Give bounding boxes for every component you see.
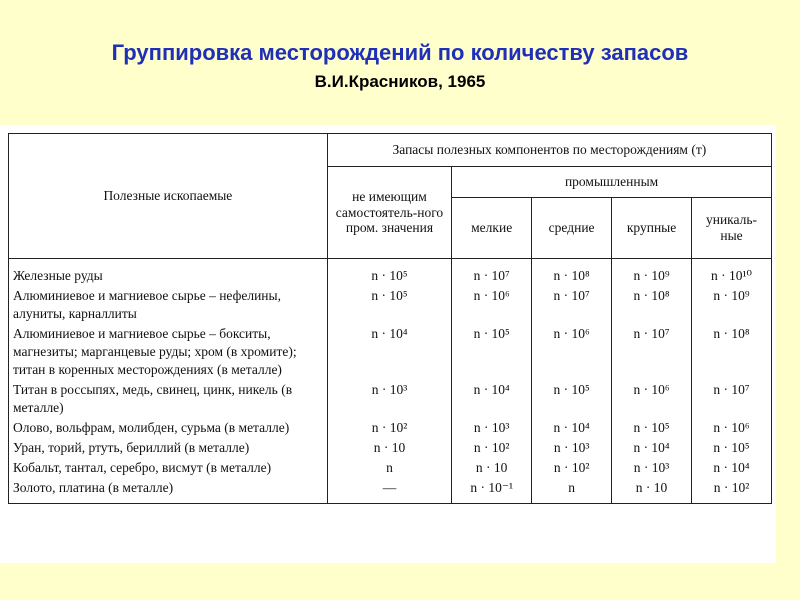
reserve-value-cell: n · 10³ bbox=[532, 438, 612, 458]
reserve-value-cell: n · 10⁹ bbox=[692, 286, 772, 324]
table-row bbox=[9, 418, 772, 438]
reserve-value-cell: n · 10⁷ bbox=[532, 286, 612, 324]
reserve-value-cell: — bbox=[327, 478, 451, 504]
table-row bbox=[9, 380, 772, 418]
header-industrial: промышленным bbox=[452, 167, 772, 198]
reserve-value-cell: n · 10⁴ bbox=[692, 458, 772, 478]
deposit-classification-table bbox=[8, 133, 772, 504]
reserve-value-cell: n · 10 bbox=[612, 478, 692, 504]
header-minerals: Полезные ископаемые bbox=[9, 134, 328, 259]
reserve-value-cell: n · 10⁻¹ bbox=[452, 478, 532, 504]
reserve-value-cell: n · 10³ bbox=[452, 418, 532, 438]
reserve-value-cell: n · 10⁵ bbox=[532, 380, 612, 418]
reserve-value-cell: n · 10⁶ bbox=[612, 380, 692, 418]
table-body bbox=[9, 259, 772, 504]
reserve-value-cell: n · 10⁵ bbox=[327, 286, 451, 324]
table-row bbox=[9, 259, 772, 287]
header-reserves: Запасы полезных компонентов по месторождениям (т) bbox=[327, 134, 771, 167]
reserve-value-cell: n · 10² bbox=[327, 418, 451, 438]
reserve-value-cell: n · 10⁸ bbox=[612, 286, 692, 324]
slide-subtitle: В.И.Красников, 1965 bbox=[314, 72, 486, 91]
mineral-name-cell: Титан в россыпях, медь, свинец, цинк, никель (в металле) bbox=[9, 380, 328, 418]
reserve-value-cell: n · 10⁷ bbox=[692, 380, 772, 418]
reserve-value-cell: n · 10⁹ bbox=[612, 259, 692, 287]
table-row bbox=[9, 324, 772, 380]
reserve-value-cell: n · 10⁶ bbox=[532, 324, 612, 380]
reserve-value-cell: n bbox=[327, 458, 451, 478]
reserve-value-cell: n · 10⁷ bbox=[612, 324, 692, 380]
reserve-value-cell: n · 10⁸ bbox=[692, 324, 772, 380]
reserve-value-cell: n · 10⁶ bbox=[452, 286, 532, 324]
table-row bbox=[9, 438, 772, 458]
reserve-value-cell: n · 10¹⁰ bbox=[692, 259, 772, 287]
reserve-value-cell: n · 10⁵ bbox=[327, 259, 451, 287]
mineral-name-cell: Уран, торий, ртуть, бериллий (в металле) bbox=[9, 438, 328, 458]
reserve-value-cell: n · 10² bbox=[452, 438, 532, 458]
reserve-value-cell: n · 10 bbox=[327, 438, 451, 458]
reserve-value-cell: n · 10² bbox=[692, 478, 772, 504]
header-large: крупные bbox=[612, 198, 692, 259]
mineral-name-cell: Золото, платина (в металле) bbox=[9, 478, 328, 504]
reserve-value-cell: n · 10³ bbox=[327, 380, 451, 418]
header-medium: средние bbox=[532, 198, 612, 259]
mineral-name-cell: Кобальт, тантал, серебро, висмут (в металле) bbox=[9, 458, 328, 478]
mineral-name-cell: Алюминиевое и магниевое сырье – нефелины, алуниты, карналлиты bbox=[9, 286, 328, 324]
reserve-value-cell: n bbox=[532, 478, 612, 504]
mineral-name-cell: Алюминиевое и магниевое сырье – бокситы, магнезиты; марганцевые руды; хром (в хромите); титан в коренных месторождениях (в металле) bbox=[9, 324, 328, 380]
header-small: мелкие bbox=[452, 198, 532, 259]
reserve-value-cell: n · 10² bbox=[532, 458, 612, 478]
reserve-value-cell: n · 10 bbox=[452, 458, 532, 478]
reserve-value-cell: n · 10⁴ bbox=[532, 418, 612, 438]
reserve-value-cell: n · 10⁶ bbox=[692, 418, 772, 438]
reserve-value-cell: n · 10⁵ bbox=[692, 438, 772, 458]
reserve-value-cell: n · 10⁴ bbox=[612, 438, 692, 458]
reserve-value-cell: n · 10⁸ bbox=[532, 259, 612, 287]
table-row bbox=[9, 478, 772, 504]
mineral-name-cell: Железные руды bbox=[9, 259, 328, 287]
slide-title: Группировка месторождений по количеству запасов bbox=[111, 40, 689, 65]
header-unique: уникаль-ные bbox=[692, 198, 772, 259]
table-row bbox=[9, 286, 772, 324]
scanned-table-sheet bbox=[0, 125, 776, 563]
reserve-value-cell: n · 10⁵ bbox=[612, 418, 692, 438]
mineral-name-cell: Олово, вольфрам, молибден, сурьма (в металле) bbox=[9, 418, 328, 438]
header-non-industrial: не имеющим самостоятель-ного пром. значения bbox=[327, 167, 451, 259]
table-row bbox=[9, 458, 772, 478]
reserve-value-cell: n · 10⁵ bbox=[452, 324, 532, 380]
reserve-value-cell: n · 10⁴ bbox=[327, 324, 451, 380]
reserve-value-cell: n · 10³ bbox=[612, 458, 692, 478]
reserve-value-cell: n · 10⁴ bbox=[452, 380, 532, 418]
reserve-value-cell: n · 10⁷ bbox=[452, 259, 532, 287]
